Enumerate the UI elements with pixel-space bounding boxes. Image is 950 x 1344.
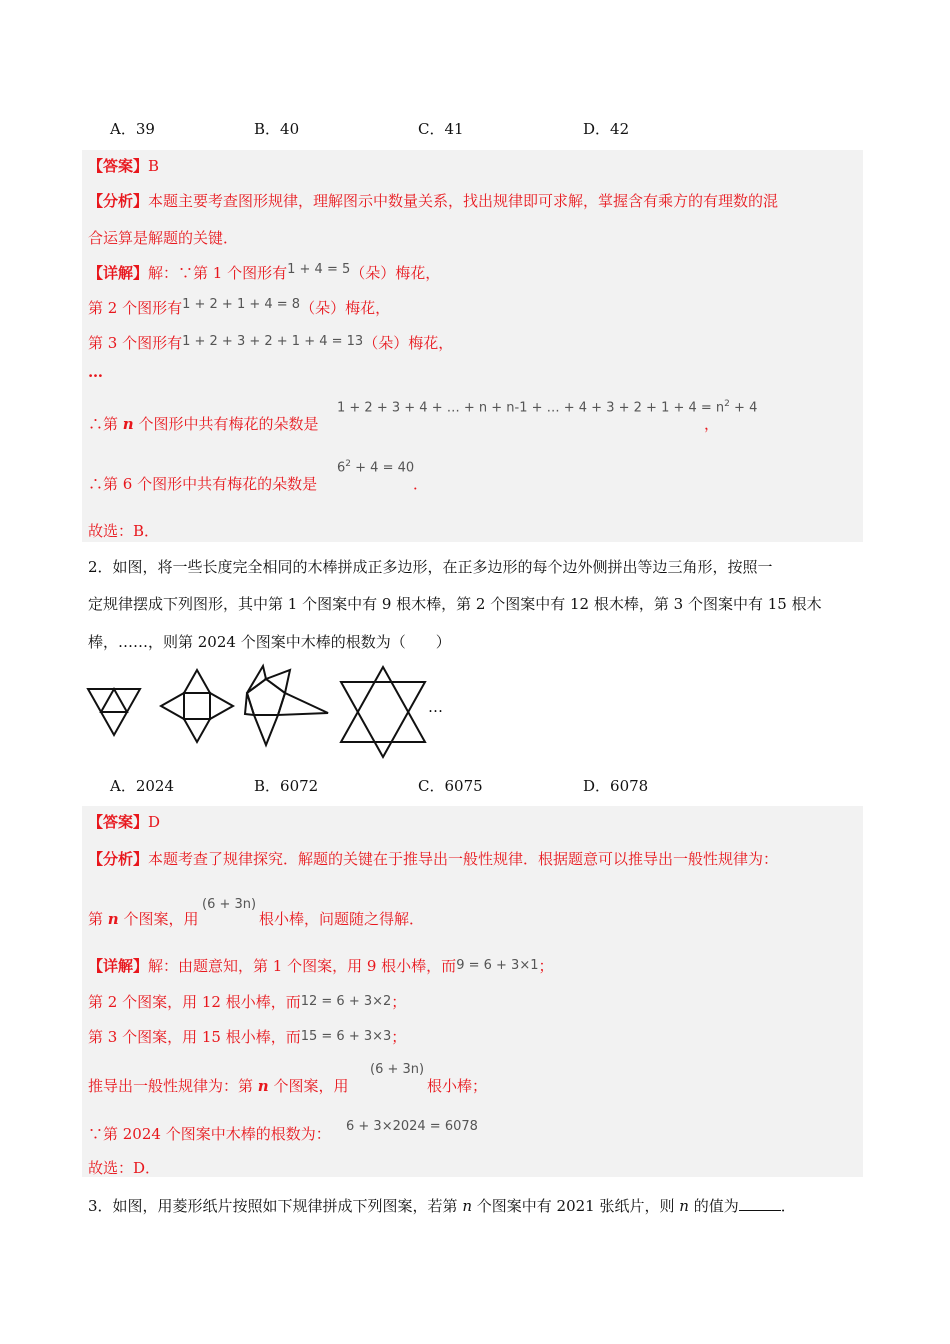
- q1-six-equation: [337, 459, 414, 475]
- analysis-text: 本题主要考查图形规律，理解图示中数量关系，找出规律即可求解，掌握含有乘方的有理数的混: [148, 192, 779, 210]
- equation: 1 + 2 + 1 + 4 = 8: [182, 297, 301, 312]
- detail-text: 第 2 个图形有: [88, 299, 183, 317]
- q1-option-a: A．39: [110, 120, 155, 138]
- q2-stem-line-2: 定规律摆成下列图形，其中第 1 个图案中有 9 根木棒，第 2 个图案中有 12 根木棒，第 3 个图案中有 15 根木: [88, 595, 822, 613]
- detail-tag: 【详解】: [88, 264, 149, 282]
- q1-ellipsis: …: [88, 363, 103, 381]
- equation: 9 = 6 + 3×1: [456, 958, 539, 973]
- q1-six-end: ．: [413, 475, 429, 493]
- q2-choose-line: 故选：D．: [88, 1159, 161, 1177]
- detail-text: 第 2 个图案，用 12 根小棒，而: [88, 993, 301, 1011]
- answer-tag: 【答案】: [88, 813, 149, 831]
- q2-rule-post: 根小棒；: [427, 1077, 488, 1095]
- q2-option-c: C．6075: [418, 777, 483, 795]
- variable-n: n: [257, 1077, 269, 1095]
- q2-final-line: ∵第 2024 个图案中木棒的根数为：: [88, 1125, 331, 1143]
- q2-stem-line-3: 棒，……，则第 2024 个图案中木棒的根数为（ ）: [88, 633, 451, 651]
- q3-post: 的值为: [688, 1197, 739, 1215]
- q2-stem-line-1: 2．如图，将一些长度完全相同的木棒拼成正多边形，在正多边形的每个边外侧拼出等边三角形，按照一: [88, 558, 773, 576]
- detail-end: ；: [391, 1028, 407, 1046]
- q2-analysis-line-1: [88, 848, 778, 869]
- equation-base: 6: [337, 460, 346, 476]
- detail-text: 第 3 个图形有: [88, 334, 183, 352]
- unit-text: （朵）梅花，: [363, 334, 454, 352]
- q1-analysis-line-2: 合运算是解题的关键．: [88, 229, 239, 247]
- nth-text: 个图形中共有梅花的朵数是: [133, 415, 319, 433]
- q3-mid: 个图案中有 2021 张纸片，则: [472, 1197, 680, 1215]
- q2-rule-line: [88, 1075, 348, 1096]
- q2-option-b: B．6072: [254, 777, 319, 795]
- q1-detail-line-3: [88, 332, 453, 353]
- answer-blank[interactable]: [739, 1196, 781, 1211]
- detail-tag: 【详解】: [88, 957, 149, 975]
- equation: 15 = 6 + 3×3: [300, 1029, 392, 1044]
- q2-final-equation: 6 + 3×2024 = 6078: [346, 1119, 478, 1134]
- detail-text: 解：∵第 1 个图形有: [148, 264, 288, 282]
- unit-text: （朵）梅花，: [350, 264, 441, 282]
- q2-general-equation: (6 + 3n): [202, 897, 257, 912]
- q3-end: ．: [780, 1197, 796, 1215]
- q1-analysis-line-1: [88, 190, 778, 211]
- variable-n: n: [679, 1197, 689, 1215]
- q2-answer-line: [88, 811, 160, 832]
- q2-figures: [80, 660, 460, 770]
- answer-value: B: [148, 157, 160, 175]
- q2-option-a: A．2024: [110, 777, 175, 795]
- q2-option-d: D．6078: [583, 777, 649, 795]
- q1-choose-line: 故选：B．: [88, 522, 160, 540]
- nth-prefix: ∴第: [88, 415, 123, 433]
- q1-option-b: B．40: [254, 120, 300, 138]
- equation-exponent: 2: [345, 459, 352, 469]
- q1-nth-line: [88, 413, 318, 434]
- figure-1-triangle: [88, 689, 140, 735]
- answer-tag: 【答案】: [88, 157, 149, 175]
- figure-4-hexagram: [341, 667, 425, 757]
- q1-option-c: C．41: [418, 120, 464, 138]
- variable-n: n: [107, 910, 119, 928]
- q1-detail-line-2: [88, 297, 390, 318]
- equation-tail: + 4 = 40: [351, 460, 415, 476]
- q1-option-d: D．42: [583, 120, 630, 138]
- figure-3-pentagon: [245, 666, 328, 745]
- q2-rule-equation: (6 + 3n): [370, 1062, 425, 1077]
- q3-prefix: 3．如图，用菱形纸片按照如下规律拼成下列图案，若第: [88, 1197, 463, 1215]
- q1-answer-line: [88, 155, 159, 176]
- rule-mid: 个图案，用: [268, 1077, 349, 1095]
- q2-detail-line-3: [88, 1026, 406, 1047]
- detail-end: ；: [391, 993, 407, 1011]
- equation-exponent: 2: [724, 399, 730, 409]
- equation-tail: + 4: [729, 400, 758, 416]
- figure-2-square: [161, 670, 233, 742]
- equation: 1 + 2 + 3 + 2 + 1 + 4 = 13: [182, 334, 364, 349]
- q1-nth-equation: [337, 399, 757, 415]
- unit-text: （朵）梅花，: [300, 299, 391, 317]
- rule-prefix: 推导出一般性规律为：第: [88, 1077, 258, 1095]
- detail-end: ；: [538, 957, 554, 975]
- equation-main: 1 + 2 + 3 + 4 + … + n + n-1 + … + 4 + 3 + 2 + 1 + 4 = n: [337, 400, 725, 416]
- q1-six-line: ∴第 6 个图形中共有梅花的朵数是: [88, 475, 318, 493]
- q2-analysis-post: 根小棒，问题随之得解．: [259, 910, 425, 928]
- equation: 1 + 4 = 5: [287, 262, 351, 277]
- q1-nth-end: ，: [704, 415, 720, 433]
- equation: 12 = 6 + 3×2: [300, 994, 392, 1009]
- detail-text: 解：由题意知，第 1 个图案，用 9 根小棒，而: [148, 957, 457, 975]
- variable-n: n: [462, 1197, 472, 1215]
- analysis-tag: 【分析】: [88, 850, 149, 868]
- answer-value: D: [148, 813, 161, 831]
- q2-analysis-line-2: [88, 908, 198, 929]
- q1-detail-line-1: [88, 262, 440, 283]
- detail-text: 第 3 个图案，用 15 根小棒，而: [88, 1028, 301, 1046]
- q2-figure-ellipsis: …: [428, 698, 443, 716]
- q2-detail-line-1: [88, 955, 554, 976]
- analysis-prefix: 第: [88, 910, 108, 928]
- variable-n: n: [122, 415, 134, 433]
- analysis-mid: 个图案，用: [118, 910, 199, 928]
- q2-detail-line-2: [88, 991, 406, 1012]
- analysis-tag: 【分析】: [88, 192, 149, 210]
- q3-stem: [88, 1195, 796, 1216]
- analysis-text: 本题考查了规律探究．解题的关键在于推导出一般性规律．根据题意可以推导出一般性规律为：: [148, 850, 779, 868]
